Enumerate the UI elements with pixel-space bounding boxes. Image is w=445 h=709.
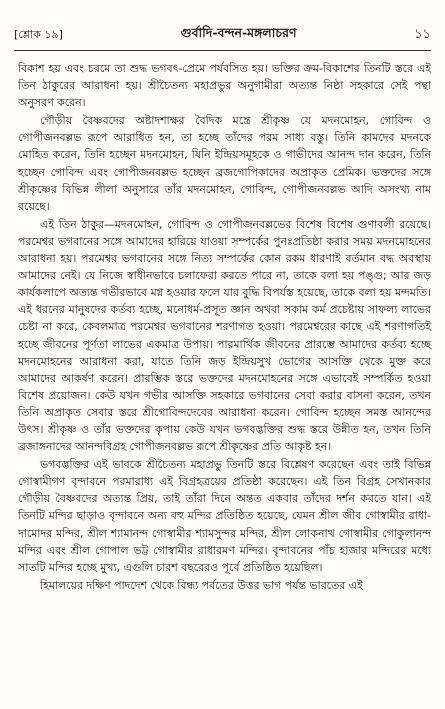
header-rule	[14, 50, 431, 51]
page-header	[14, 24, 431, 46]
paragraph-3: এই তিন ঠাকুর—মদনমোহন, গোবিন্দ ও গোপীজনবল্লভের বিশেষ বিশেষ গুণাবলী রয়েছে। পরমেশ্বর ভগবানের সঙ্গে আমাদের হারিয়ে যাওয়া সম্পর্কের পুনঃপ্রতিষ্ঠা করার সময় মদনমোহনের আরাধনা হয়। পরমেশ্বর ভগবানের সঙ্গে নিত্য সম্পর্কের কোন রকম ধারণাই বর্তমান বদ্ধ অবস্থায় আমাদের নেই। যে নিজে স্বাধীনভাবে চলাফেরা করতে পারে না, তাকে বলা হয় পঙ্গু; আর জড় কার্যকলাপে অত্যন্ত গভীরভাবে মগ্ন হওয়ার ফলে যার বুদ্ধি বিপর্যস্ত হয়েছে, তাকে বলা হয় মন্দমতি। এই ধরনের মানুষদের কর্তব্য হচ্ছে, মনোধর্ম-প্রসূত জ্ঞান অথবা সকাম কর্ম প্রচেষ্টায় সাফল্য লাভের চেষ্টা না করে, কেবলমাত্র পরমেশ্বর ভগবানের শরণাগত হওয়া। পরমেশ্বরের কাছে এই শরণাগতিই হচ্ছে জীবনের পূর্ণতা লাভের একমাত্র উপায়। পারমার্থিক জীবনের প্রারম্ভে আমাদের কর্তব্য হচ্ছে মদনমোহনের আরাধনা করা, যাতে তিনি জড় ইন্দ্রিয়সুখ ভোগের আসক্তি থেকে মুক্ত করে আমাদের আকর্ষণ করেন। প্রারম্ভিক স্তরে ভক্তদের মদনমোহনের সঙ্গে এভাবেই সম্পর্কিত হওয়া বিশেষ প্রয়োজন। কেউ যখন গভীর আসক্তি সহকারে ভগবানের সেবা করার বাসনা করেন, তখন তিনি অপ্রাকৃত সেবার স্তরে শ্রীগোবিন্দদেবের আরাধনা করেন। গোবিন্দ হচ্ছেন সমস্ত আনন্দের উৎস। শ্রীকৃষ্ণ ও তাঁর ভক্তদের কৃপায় কেউ যখন ভগবদ্ভক্তির শুদ্ধ স্তরে উন্নীত হন, তখন তিনি ব্রজাঙ্গনাদের আনন্দবিগ্রহ গোপীজনবল্লভ রূপে শ্রীকৃষ্ণের প্রতি আকৃষ্ট হন।	[18, 217, 431, 454]
paragraph-5: হিমালয়ের দক্ষিণ পাদদেশ থেকে বিন্ধ্য পর্বতের উত্তর ভাগ পর্যন্ত ভারতের এই	[40, 578, 363, 592]
paragraph-1: বিকাশ হয় এবং চরমে তা শুদ্ধ ভগবৎ-প্রেমে পর্যবসিত হয়। ভক্তির ক্রম-বিকাশের তিনটি স্তরে এই তিন ঠাকুরের আরাধনা হয়। শ্রীচৈতন্য মহাপ্রভুর অনুগামীরা অত্যন্ত নিষ্ঠা সহকারে সেই পন্থা অনুসরণ করেন।	[18, 62, 431, 110]
page-number: ১১	[414, 26, 431, 42]
page-body	[18, 60, 431, 594]
running-title: গুর্বাদি-বন্দন-মঙ্গলাচরণ	[180, 25, 297, 40]
paragraph-2: গৌড়ীয় বৈষ্ণবদের অষ্টাদশাক্ষর বৈদিক মন্ত্রে শ্রীকৃষ্ণ যে মদনমোহন, গোবিন্দ ও গোপীজনবল্লভ রূপে আরাধিত হন, তা হচ্ছে তাঁদের পরম সাধ্য বস্তু। তিনি কামদেব মদনকে মোহিত করেন, তিনি হচ্ছেন মদনমোহন, যিনি ইন্দ্রিয়সমূহকে ও গাভীদের আনন্দ দান করেন, তিনি হচ্ছেন গোবিন্দ এবং গোপীজনবল্লভ হচ্ছেন ব্রজগোপিকাদের অপ্রাকৃত প্রেমিক। ভক্তদের সঙ্গে শ্রীকৃষ্ণের বিভিন্ন লীলা অনুসারে তাঁর মদনমোহন, গোবিন্দ, গোপীজনবল্লভ আদি অসংখ্য নাম রয়েছে।	[18, 114, 431, 213]
verse-reference: [শ্লোক ১৯]	[14, 27, 63, 41]
paragraph-4: ভগবদ্ভক্তির এই ভাবকে শ্রীচৈতন্য মহাপ্রভু তিনটি স্তরে বিশ্লেষণ করেছেন এবং তাই বিভিন্ন গোস্বামীগণ বৃন্দাবনে পরমারাধ্য এই বিগ্রহত্রয়ের প্রতিষ্ঠা করেছেন। এই তিন বিগ্রহ সেখানকার গৌড়ীয় বৈষ্ণবদের অত্যন্ত প্রিয়, তাই তাঁরা দিনে অন্তত একবার তাঁদের দর্শন করতে যান। এই তিনটি মন্দির ছাড়াও বৃন্দাবনে অন্য বহু মন্দির প্রতিষ্ঠিত হয়েছে, যেমন শ্রীল জীব গোস্বামীর রাধা-দামোদর মন্দির, শ্রীল শ্যামানন্দ গোস্বামীর শ্যামসুন্দর মন্দির, শ্রীল লোকনাথ গোস্বামীর গোকুলানন্দ মন্দির এবং শ্রীল গোপাল ভট্ট গোস্বামীর রাধারমণ মন্দির। বৃন্দাবনের পাঁচ হাজার মন্দিরের মধ্যে সাতটি মন্দির হচ্ছে মুখ্য, এগুলি চারশ বছরেরও পূর্বে প্রতিষ্ঠিত হয়েছিল।	[18, 458, 431, 574]
